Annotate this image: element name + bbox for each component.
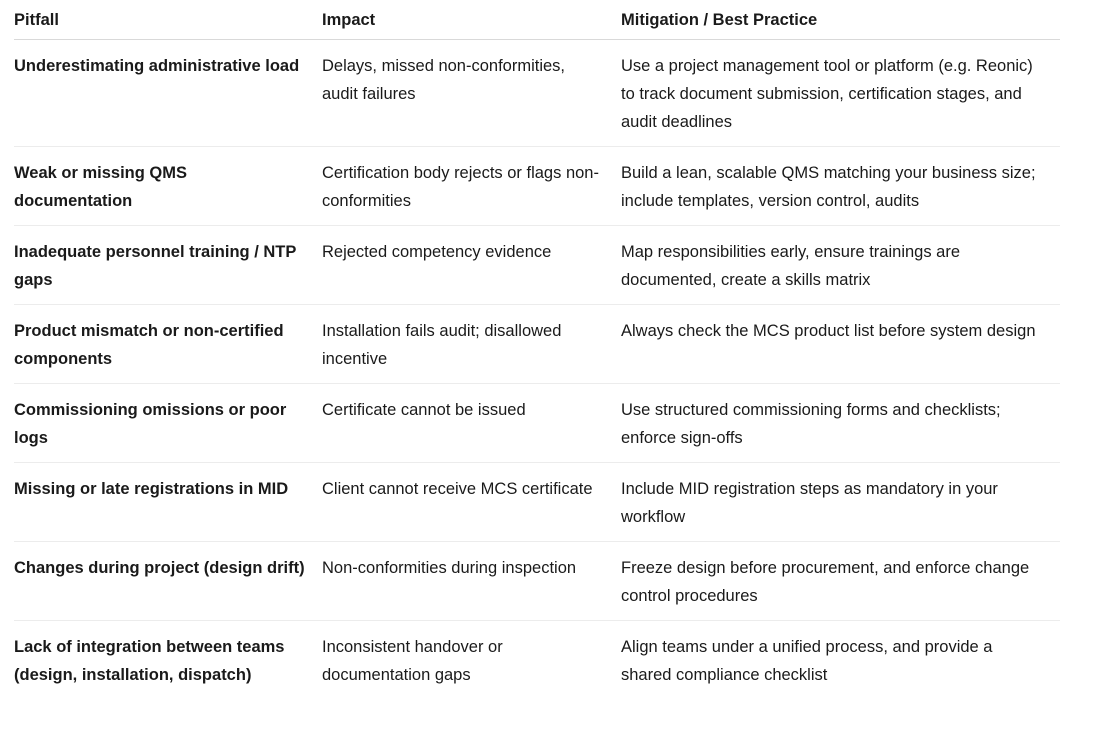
impact-cell: Delays, missed non-conformities, audit failures xyxy=(322,40,621,147)
header-pitfall: Pitfall xyxy=(14,0,322,40)
table-header-row xyxy=(14,0,1060,40)
pitfall-cell: Product mismatch or non-certified components xyxy=(14,305,322,384)
mitigation-cell: Build a lean, scalable QMS matching your business size; include templates, version control, audits xyxy=(621,147,1060,226)
mitigation-cell: Use structured commissioning forms and checklists; enforce sign-offs xyxy=(621,384,1060,463)
impact-cell: Inconsistent handover or documentation gaps xyxy=(322,638,503,684)
table-row xyxy=(14,384,1060,463)
pitfall-cell: Missing or late registrations in MID xyxy=(14,463,322,542)
header-mitigation: Mitigation / Best Practice xyxy=(621,0,1060,40)
pitfalls-table-container xyxy=(14,0,1060,699)
mitigation-cell: Map responsibilities early, ensure trainings are documented, create a skills matrix xyxy=(621,226,1060,305)
pitfall-cell: Changes during project (design drift) xyxy=(14,542,322,621)
impact-cell: Client cannot receive MCS certificate xyxy=(322,463,621,542)
table-row xyxy=(14,305,1060,384)
impact-cell: Certificate cannot be issued xyxy=(322,384,621,463)
pitfall-cell: Lack of integration between teams (design, installation, dispatch) xyxy=(14,638,285,684)
mitigation-cell: Freeze design before procurement, and enforce change control procedures xyxy=(621,542,1060,621)
table-row xyxy=(14,621,1060,700)
table-row xyxy=(14,542,1060,621)
table-row xyxy=(14,226,1060,305)
pitfall-cell: Weak or missing QMS documentation xyxy=(14,147,322,226)
header-impact: Impact xyxy=(322,0,621,40)
pitfall-cell: Underestimating administrative load xyxy=(14,40,322,147)
mitigation-cell: Include MID registration steps as mandatory in your workflow xyxy=(621,463,1060,542)
table-row xyxy=(14,40,1060,147)
mitigation-cell: Align teams under a unified process, and provide a shared compliance checklist xyxy=(621,638,993,684)
impact-cell: Certification body rejects or flags non-conformities xyxy=(322,147,621,226)
mitigation-cell: Always check the MCS product list before system design xyxy=(621,305,1060,384)
table-row xyxy=(14,463,1060,542)
pitfall-cell: Commissioning omissions or poor logs xyxy=(14,384,322,463)
impact-cell: Installation fails audit; disallowed incentive xyxy=(322,305,621,384)
table-row xyxy=(14,147,1060,226)
mitigation-cell: Use a project management tool or platform (e.g. Reonic) to track document submission, certification stages, and audit deadlines xyxy=(621,40,1060,147)
impact-cell: Non-conformities during inspection xyxy=(322,542,621,621)
impact-cell: Rejected competency evidence xyxy=(322,226,621,305)
pitfall-cell: Inadequate personnel training / NTP gaps xyxy=(14,226,322,305)
pitfalls-table xyxy=(14,0,1060,699)
